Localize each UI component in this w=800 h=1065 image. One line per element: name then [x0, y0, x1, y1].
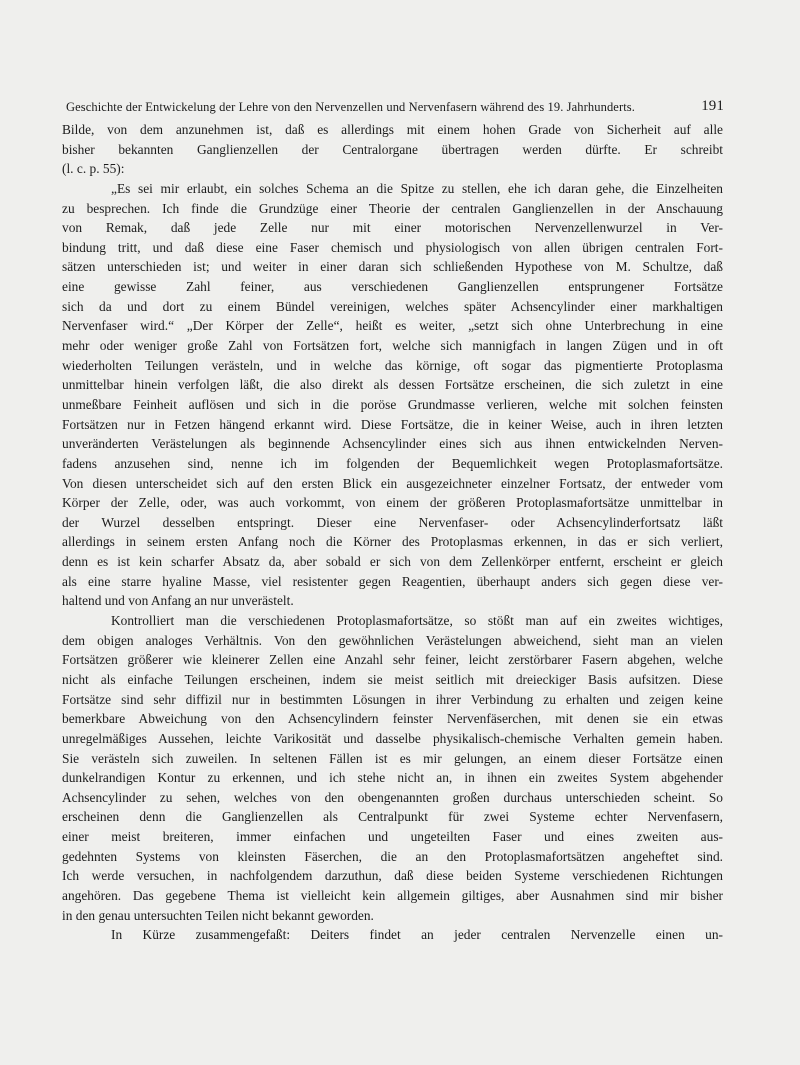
- text-line: Sie verästeln sich zuweilen. In seltenen Fällen ist es mir gelungen, an einem dieser Fortsätze einen: [62, 750, 723, 766]
- text-line: In Kürze zusammengefaßt: Deiters findet an jeder centralen Nervenzelle einen un-: [111, 927, 723, 943]
- text-line: mehr oder weniger große Zahl von Fortsätzen fort, welche sich mannigfach in langen Zügen und in oft: [62, 338, 723, 354]
- text-line: sätzen unterschieden ist; und weiter in einer daran sich schließenden Hypothese von M. Schultze, daß: [62, 259, 723, 275]
- text-line: wiederholten Teilungen verästeln, und in welche das körnige, oft sogar das pigmentierte Protoplasma: [62, 357, 723, 373]
- text-line: unregelmäßiges Aussehen, leichte Varikosität und dasselbe physikalisch-chemische Verhalten gemein haben.: [62, 730, 723, 746]
- text-line: Kontrolliert man die verschiedenen Protoplasmafortsätze, so stößt man auf ein zweites wichtiges,: [111, 613, 723, 629]
- text-line: einer meist breiteren, immer einfachen und ungeteilten Faser und eines zweiten aus-: [62, 829, 723, 845]
- text-line: dem obigen analoges Verhältnis. Von den gewöhnlichen Verästelungen abweichend, sieht man an vielen: [62, 632, 723, 648]
- text-line: fadens anzusehen sind, nenne ich im folgenden der Bequemlichkeit wegen Protoplasmafortsätze.: [62, 455, 723, 471]
- page-number: 191: [701, 98, 724, 114]
- text-line: in den genau untersuchten Teilen nicht bekannt geworden.: [62, 907, 374, 923]
- text-line: sich da und dort zu einem Bündel vereinigen, welches später Achsencylinder einer markhaltigen: [62, 298, 723, 314]
- text-line: denn es ist kein scharfer Absatz da, aber sobald er sich von dem Zellenkörper entfernt, erscheint er gleich: [62, 554, 723, 570]
- text-line: erscheinen denn die Ganglienzellen als Centralpunkt für zwei Systeme echter Nervenfasern,: [62, 809, 723, 825]
- text-line: nicht als einfache Teilungen erscheinen, indem sie meist seitlich mit dreieckiger Basis aufsitzen. Diese: [62, 671, 723, 687]
- text-line: eine gewisse Zahl feiner, aus verschiedenen Ganglienzellen entsprungener Fortsätze: [62, 279, 723, 295]
- text-line: der Wurzel desselben entspringt. Dieser eine Nervenfaser- oder Achsencylinderfortsatz läßt: [62, 514, 723, 530]
- text-line: zu besprechen. Ich finde die Grundzüge einer Theorie der centralen Ganglienzellen in der Anschauung: [62, 200, 723, 216]
- text-line: (l. c. p. 55):: [62, 161, 125, 177]
- text-line: unmittelbar hinein verfolgen läßt, die also direkt als dessen Fortsätze erscheinen, die sich zuletzt in eine: [62, 377, 723, 393]
- text-line: bindung tritt, und daß diese eine Faser chemisch und physiologisch von allen übrigen centralen Fort-: [62, 239, 723, 255]
- text-line: Nervenfaser wird.“ „Der Körper der Zelle“, heißt es weiter, „setzt sich ohne Unterbrechung in eine: [62, 318, 723, 334]
- text-line: Ich werde versuchen, in nachfolgendem darzuthun, daß diese beiden Systeme verschiedenen Richtungen: [62, 868, 723, 884]
- text-line: Fortsätzen nur in Fetzen hängend erkannt wird. Diese Fortsätze, die in keiner Weise, auch in ihren letzten: [62, 416, 723, 432]
- text-line: gedehnten Systems von kleinsten Fäserchen, die an den Protoplasmafortsätzen angeheftet sind.: [62, 848, 723, 864]
- text-line: unmeßbare Feinheit auflösen und sich in die poröse Grundmasse verlieren, welche mit solchen feinsten: [62, 396, 723, 412]
- text-line: bemerkbare Abweichung von den Achsencylindern feinster Nervenfäserchen, mit denen sie ein etwas: [62, 711, 723, 727]
- text-line: Fortsätzen größerer wie kleinerer Zellen eine Anzahl sehr feiner, leicht zerstörbarer Fasern abgehen, welche: [62, 652, 723, 668]
- text-line: bisher bekannten Ganglienzellen der Centralorgane übertragen werden dürfte. Er schreibt: [62, 141, 723, 157]
- text-line: als eine starre hyaline Masse, viel resistenter gegen Reagentien, überhaupt anders sich gegen diese ver-: [62, 573, 723, 589]
- text-line: Bilde, von dem anzunehmen ist, daß es allerdings mit einem hohen Grade von Sicherheit auf alle: [62, 122, 723, 137]
- body-text: [62, 120, 723, 945]
- text-line: Körper der Zelle, oder, was auch vorkommt, von einem der größeren Protoplasmafortsätze unmittelbar in: [62, 495, 723, 511]
- text-line: allerdings in seinem ersten Anfang noch die Körner des Protoplasmas erkennen, in das er sich verliert,: [62, 534, 723, 550]
- text-line: Achsencylinder zu sehen, welches von den obengenannten großen durchaus unterschieden scheint. So: [62, 789, 723, 805]
- text-line: angehören. Das gegebene Thema ist vielleicht kein allgemein giltiges, aber Ausnahmen sind mir bisher: [62, 887, 723, 903]
- text-line: Von diesen unterscheidet sich auf den ersten Blick ein ausgezeichneter einzelner Fortsatz, der entweder vom: [62, 475, 723, 491]
- text-line: haltend und von Anfang an nur unverästelt.: [62, 593, 294, 609]
- page-header: [64, 98, 724, 116]
- text-line: „Es sei mir erlaubt, ein solches Schema an die Spitze zu stellen, ehe ich daran gehe, die Einzelheiten: [111, 180, 723, 196]
- text-line: von Remak, daß jede Zelle nur mit einer motorischen Nervenzellenwurzel in Ver-: [62, 220, 723, 236]
- text-line: Fortsätze sind sehr diffizil nur in bestimmten Lösungen in ihrer Verbindung zu erhalten und zeigen keine: [62, 691, 723, 707]
- text-line: dunkelrandigen Kontur zu erkennen, und ich stehe nicht an, in ihnen ein zweites System abgehender: [62, 770, 723, 786]
- running-title: Geschichte der Entwickelung der Lehre von den Nervenzellen und Nervenfasern während des 19. Jahrhunderts.: [66, 100, 635, 114]
- text-line: unveränderten Verästelungen als beginnende Achsencylinder eines sich aus ihnen entwickelnden Nerven-: [62, 436, 723, 452]
